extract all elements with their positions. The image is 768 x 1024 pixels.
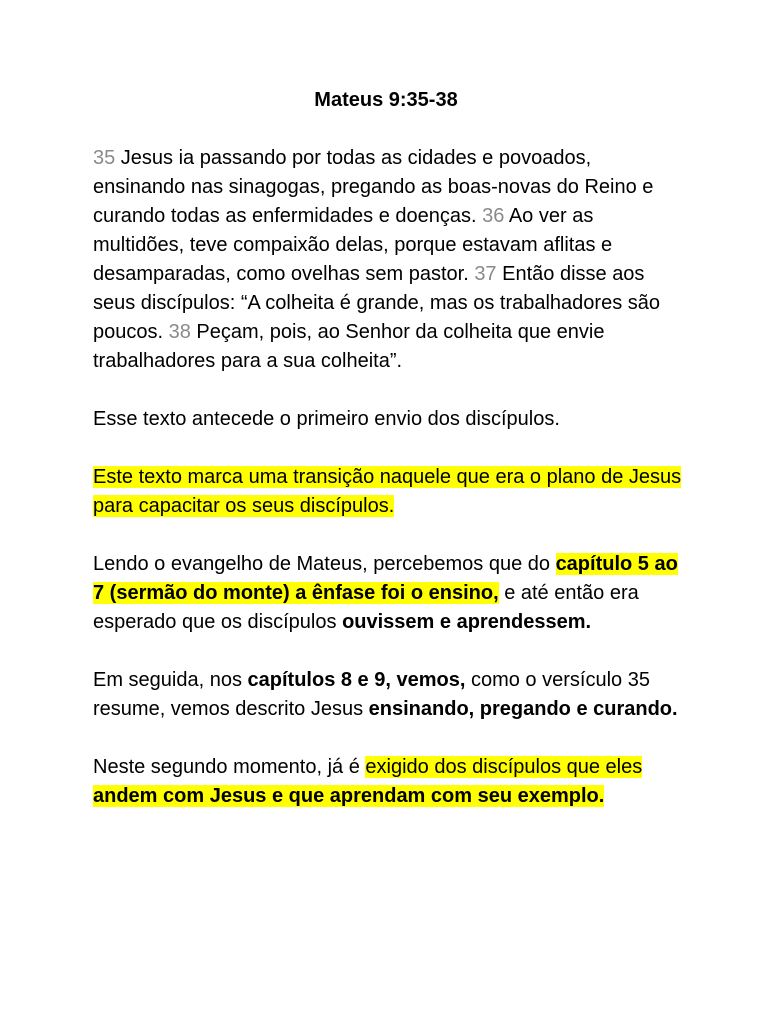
document-title: Mateus 9:35-38 (314, 89, 458, 111)
text-segment: Em seguida, nos (93, 669, 248, 691)
verse-number-36: 36 (482, 205, 505, 227)
document-page (93, 86, 683, 840)
text-segment: Lendo o evangelho de Mateus, percebemos que do (93, 553, 556, 575)
verse-text-35: Jesus ia passando por todas as cidades e povoados, ensinando nas sinagogas, pregando as boas-novas do Reino e curando todas as enfermidades e doenças. (93, 147, 654, 227)
verse-number-35: 35 (93, 147, 116, 169)
highlighted-bold-text: andem com Jesus e que aprendam com seu exemplo. (93, 785, 605, 807)
verse-number-37: 37 (474, 263, 497, 285)
paragraph-transition (93, 463, 683, 521)
paragraph-second-moment (93, 753, 683, 811)
highlighted-bold-text: capítulo 5 ao 7 (sermão do monte) a ênfase foi o ensino, (93, 553, 678, 604)
bold-text: ouvissem e aprendessem. (342, 611, 592, 633)
bold-text: ensinando, pregando e curando. (368, 698, 678, 720)
verse-number-38: 38 (168, 321, 191, 343)
verse-text-38: Peçam, pois, ao Senhor da colheita que envie trabalhadores para a sua colheita”. (93, 321, 605, 372)
highlighted-text: exigido dos discípulos que eles (365, 756, 643, 778)
text-segment: e até então era esperado que os discípulos (93, 582, 639, 633)
verse-text-36: Ao ver as multidões, teve compaixão delas, porque estavam aflitas e desamparadas, como ovelhas sem pastor. (93, 205, 613, 285)
bold-text: capítulos 8 e 9, vemos, (247, 669, 466, 691)
text-segment: Neste segundo momento, já é (93, 756, 366, 778)
paragraph-chapters (93, 666, 683, 724)
verse-text-37: Então disse aos seus discípulos: “A colheita é grande, mas os trabalhadores são poucos. (93, 263, 660, 343)
paragraph-reading (93, 550, 683, 637)
paragraph-intro: Esse texto antecede o primeiro envio dos discípulos. (93, 408, 560, 430)
text-segment: como o versículo 35 resume, vemos descrito Jesus (93, 669, 650, 720)
bible-passage (93, 144, 683, 376)
highlighted-text: Este texto marca uma transição naquele que era o plano de Jesus para capacitar os seus discípulos. (93, 466, 682, 517)
